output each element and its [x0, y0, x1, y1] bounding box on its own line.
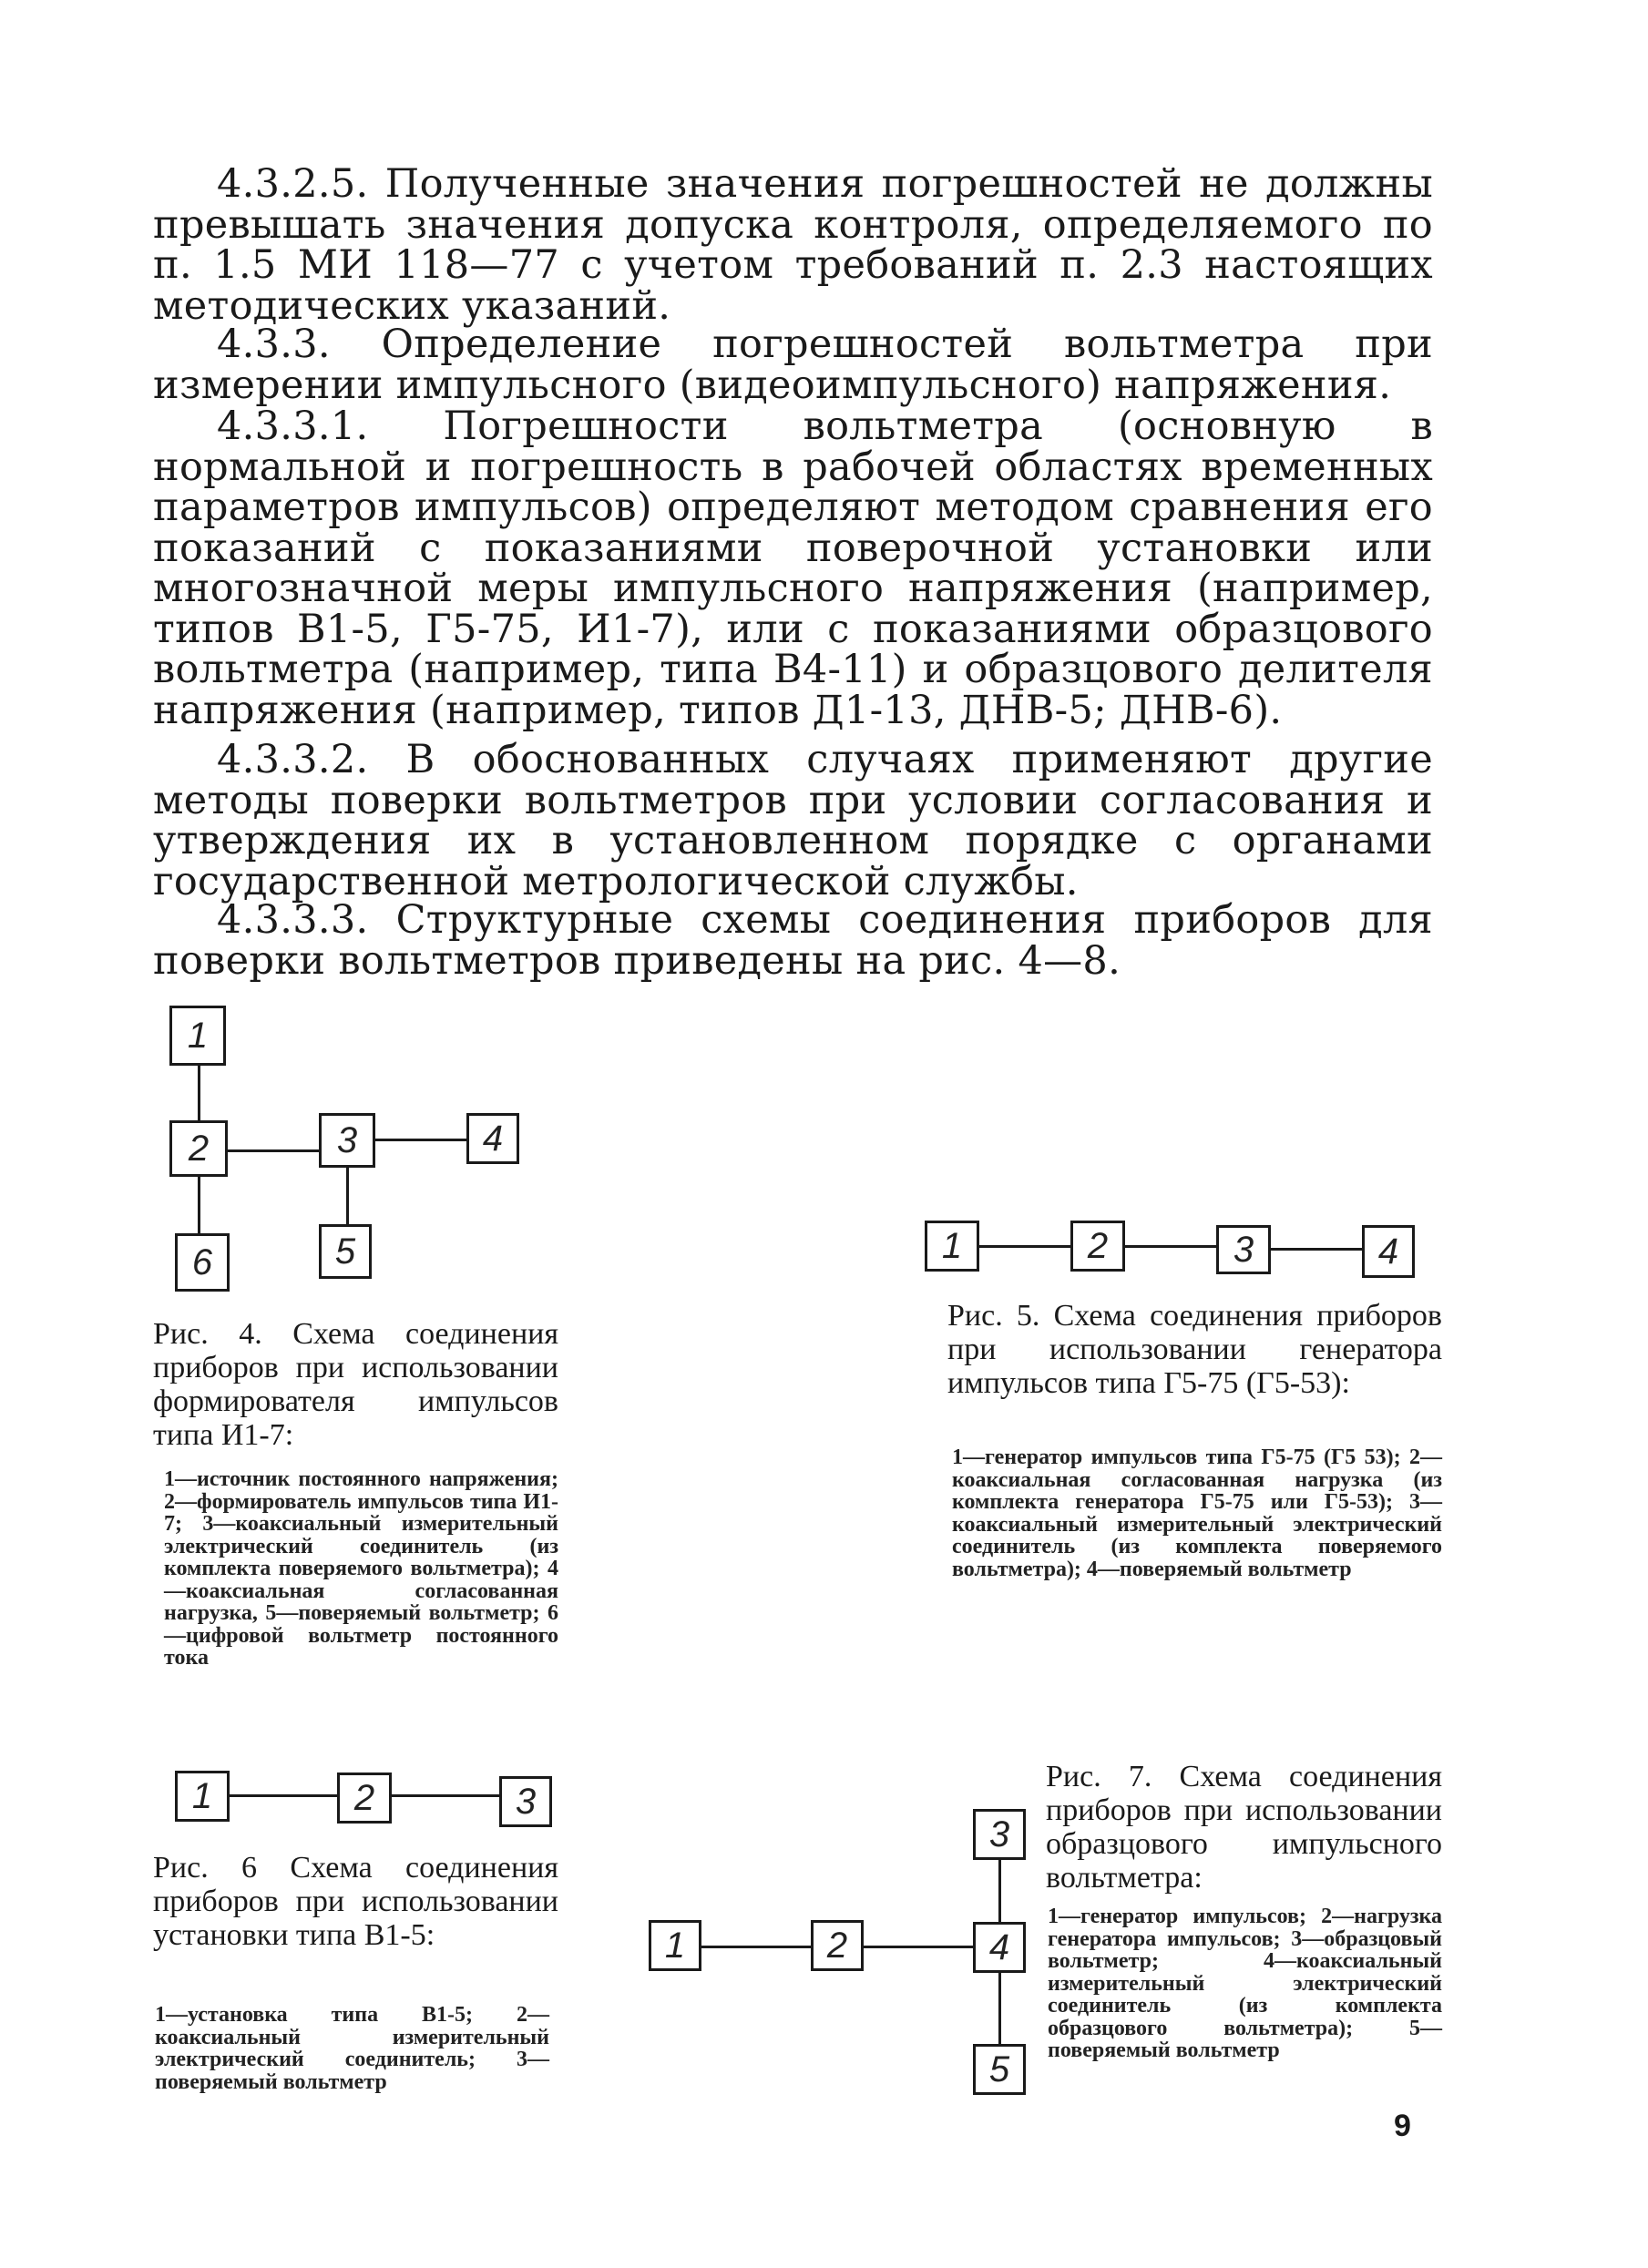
- fig4-block-4: 4: [466, 1113, 519, 1164]
- connector-line: [701, 1946, 811, 1948]
- paragraph-4-3-3: 4.3.3. Определение погрешностей вольтметра при измерении импульсного (видеоимпульсного) напряжения.: [153, 322, 1433, 408]
- fig5-block-1: 1: [925, 1221, 979, 1272]
- fig4-block-3: 3: [319, 1113, 375, 1168]
- paragraph-4-3-3-2: 4.3.3.2. В обоснованных случаях применяют другие методы поверки вольтметров при условии согласования и утверждения их в установленном порядке с органами государственной метрологической службы.: [153, 737, 1433, 904]
- connector-line: [864, 1946, 973, 1948]
- fig6-block-3: 3: [499, 1776, 552, 1827]
- figure-7-caption: Рис. 7. Схема соединения приборов при использовании образцового импульсного вольтметра:: [1046, 1760, 1442, 1895]
- connector-line: [230, 1794, 337, 1797]
- figure-4-legend: 1—источник постоянного напряжения; 2—формирователь импульсов типа И1-7; 3—коаксиальный измерительный электрический соединитель (из комплекта поверяемого вольтметра); 4—коаксиальная согласованная нагрузка, 5—поверяемый вольтметр; 6—цифровой вольтметр постоянного тока: [164, 1467, 558, 1670]
- fig7-block-2: 2: [811, 1920, 864, 1971]
- page-number: 9: [1394, 2109, 1411, 2143]
- fig6-block-1: 1: [175, 1771, 230, 1822]
- connector-line: [198, 1066, 200, 1120]
- connector-line: [198, 1177, 200, 1233]
- fig7-block-3: 3: [973, 1809, 1026, 1860]
- connector-line: [346, 1168, 349, 1224]
- fig4-block-2: 2: [169, 1120, 228, 1177]
- fig5-block-2: 2: [1070, 1221, 1125, 1272]
- figure-7-legend: 1—генератор импульсов; 2—нагрузка генератора импульсов; 3—образцовый вольтметр; 4—коаксиальный измерительный электрический соединитель (из комплекта образцового вольтметра); 5—поверяемый вольтметр: [1048, 1905, 1442, 2062]
- fig4-block-6: 6: [175, 1233, 230, 1292]
- figure-5-legend: 1—генератор импульсов типа Г5-75 (Г5 53); 2—коаксиальная согласованная нагрузка (из комплекта генератора Г5-75 или Г5-53); 3—коаксиальный измерительный электрический соединитель (из комплекта поверяемого вольтметра); 4—поверяемый вольтметр: [952, 1446, 1442, 1581]
- connector-line: [998, 1860, 1001, 1922]
- figure-6-legend: 1—установка типа В1-5; 2—коаксиальный измерительный электрический соединитель; 3—поверяемый вольтметр: [155, 2003, 549, 2094]
- paragraph-4-3-2-5: 4.3.2.5. Полученные значения погрешностей не должны превышать значения допуска контроля, определяемого по п. 1.5 МИ 118—77 с учетом требований п. 2.3 настоящих методических указаний.: [153, 161, 1433, 329]
- fig4-block-5: 5: [319, 1224, 372, 1279]
- figure-4-caption: Рис. 4. Схема соединения приборов при использовании формирователя импульсов типа И1-7:: [153, 1317, 558, 1452]
- connector-line: [392, 1794, 499, 1797]
- connector-line: [375, 1139, 466, 1141]
- figure-5-caption: Рис. 5. Схема соединения приборов при использовании генератора импульсов типа Г5-75 (Г5-53):: [947, 1299, 1442, 1400]
- fig5-block-4: 4: [1362, 1225, 1415, 1278]
- fig5-block-3: 3: [1216, 1225, 1271, 1274]
- connector-line: [1271, 1248, 1362, 1251]
- fig7-block-4: 4: [973, 1922, 1026, 1973]
- connector-line: [979, 1245, 1070, 1248]
- fig6-block-2: 2: [337, 1773, 392, 1824]
- fig7-block-1: 1: [649, 1920, 701, 1971]
- connector-line: [998, 1973, 1001, 2044]
- fig7-block-5: 5: [973, 2044, 1026, 2095]
- figure-6-caption: Рис. 6 Схема соединения приборов при использовании установки типа В1-5:: [153, 1851, 558, 1952]
- connector-line: [228, 1149, 319, 1152]
- paragraph-4-3-3-3: 4.3.3.3. Структурные схемы соединения приборов для поверки вольтметров приведены на рис. 4—8.: [153, 897, 1433, 984]
- paragraph-4-3-3-1: 4.3.3.1. Погрешности вольтметра (основную в нормальной и погрешность в рабочей областях временных параметров импульсов) определяют методом сравнения его показаний с показаниями поверочной установки или многозначной меры импульсного напряжения (например, типов В1-5, Г5-75, И1-7), или с показаниями образцового вольтметра (например, типа В4-11) и образцового делителя напряжения (например, типов Д1-13, ДНВ-5; ДНВ-6).: [153, 404, 1433, 733]
- fig4-block-1: 1: [169, 1006, 226, 1066]
- connector-line: [1125, 1245, 1216, 1248]
